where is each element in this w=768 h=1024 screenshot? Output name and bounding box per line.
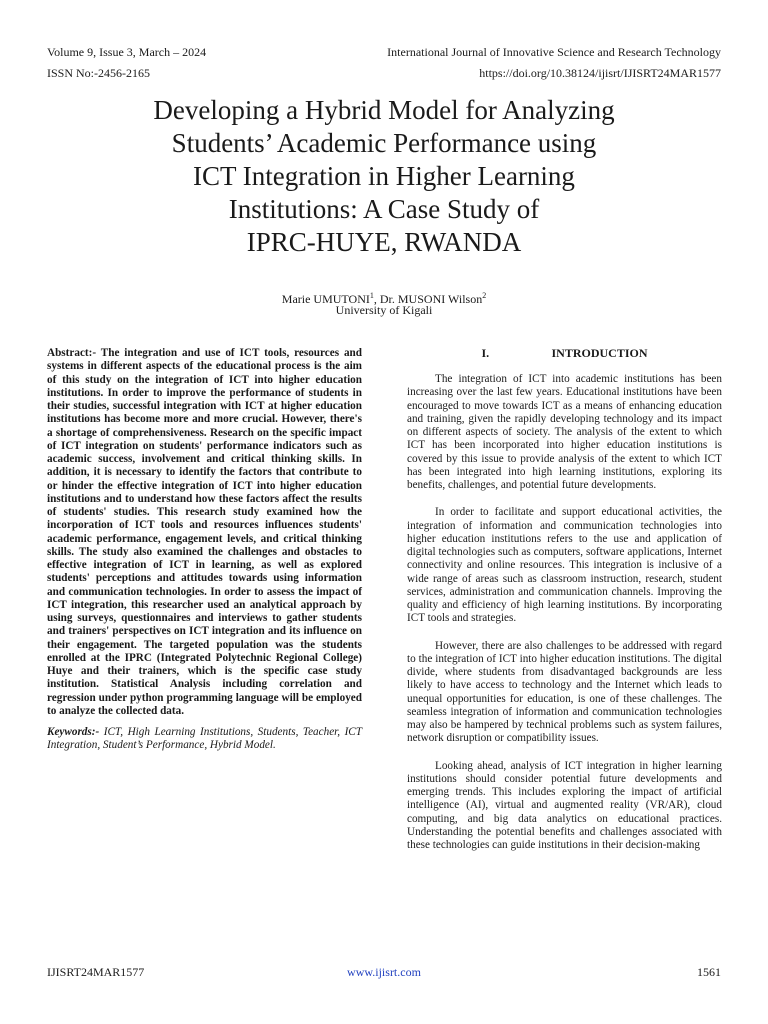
title-line: ICT Integration in Higher Learning — [193, 161, 575, 191]
abstract-text: Abstract:- The integration and use of ICT tools, resources and systems in different aspects of the educational process is the aim of this study on the integration of ICT into higher education institutions. In order to improve the performance of students in their studies, successful integration with ICT at higher education institutions has become more and more crucial. However, there's a shortage of comprehensiveness. Research on the specific impact of ICT integration on students' performance indicators such as academic success, involvement and critical thinking skills. In addition, it is necessary to identify the factors that contribute to or hinder the effective integration of ICT into higher education institutions and to understand how these factors affect the results of students' studies. This research study examined how the incorporation of ICT tools and resources influences students' academic performance, engagement levels, and critical thinking skills. The study also examined the challenges and obstacles to effective integration of ICT in learning, as well as explored students' perceptions and attitudes towards using information and communication technologies. In order to assess the impact of ICT integration, this researcher used an analytical approach by using surveys, questionnaires and interviews to gather students and trainers' perspectives on ICT integration and its influence on their engagement. The targeted population was the students enrolled at the IPRC (Integrated Polytechnic Regional College) Huye and their trainers, which is the specific case study institution. Statistical Analysis including correlation and regression under python programming language will be employed to analyze the collected data. — [47, 347, 362, 717]
title-line: Institutions: A Case Study of — [228, 194, 540, 224]
intro-paragraph: However, there are also challenges to be addressed with regard to the integration of ICT into higher education institutions. The digital divide, where students from disadvantaged backgrounds are less likely to have access to technology and the Internet which leads to unequal opportunities for education, is one of these challenges. The seamless integration of information and communication technologies may also be hampered by technical problems such as system failures, network disruption or compatibility issues. — [407, 639, 722, 745]
section-title: INTRODUCTION — [551, 346, 648, 360]
right-column — [407, 346, 722, 866]
author-name: Dr. MUSONI Wilson — [379, 292, 483, 306]
footer-code: IJISRT24MAR1577 — [47, 965, 145, 979]
section-heading — [407, 346, 722, 360]
title-line: Developing a Hybrid Model for Analyzing — [153, 95, 615, 125]
title-line: IPRC-HUYE, RWANDA — [246, 227, 522, 257]
affiliation-marker: 2 — [482, 291, 487, 300]
left-column — [47, 347, 362, 753]
author-name: Marie UMUTONI — [281, 292, 370, 306]
intro-paragraph: In order to facilitate and support educational activities, the integration of information and communication technologies into higher education institutions refers to the use and application of digital technologies such as computers, software applications, Internet connectivity and online resources. This integration is inclusive of a wide range of areas such as classroom instruction, research, student services, administration and communication channels. Improving the quality and efficiency of high learning institutions. By incorporating ICT tools and strategies. — [407, 506, 722, 625]
affiliation-marker: 1 — [369, 291, 374, 300]
keywords-label: Keywords:- — [47, 726, 100, 738]
intro-paragraph: The integration of ICT into academic institutions has been increasing over the last few years. Educational institutions have been encouraged to move towards ICT as a means of enhancing education and training, given the rapidly developing technology and its impact on different aspects of society. The analysis of the extent to which ICT has been incorporated into higher education institutions is covered by this issue to provide analysis of the extent to which ICT has been integrated into high learning institutions, exploring its benefits, challenges, and potential future developments. — [407, 373, 722, 491]
header-doi[interactable]: https://doi.org/10.38124/ijisrt/IJISRT24MAR1577 — [479, 66, 721, 80]
affiliation: University of Kigali — [335, 303, 433, 317]
keywords — [47, 726, 362, 753]
author-separator: , — [373, 292, 380, 306]
paper-title — [60, 94, 708, 259]
footer-website-link[interactable]: www.ijisrt.com — [347, 965, 421, 979]
header-volume: Volume 9, Issue 3, March – 2024 — [47, 45, 207, 59]
title-line: Students’ Academic Performance using — [171, 128, 597, 158]
page-number: 1561 — [697, 965, 721, 979]
header-issn: ISSN No:-2456-2165 — [47, 66, 151, 80]
intro-paragraph: Looking ahead, analysis of ICT integration in higher learning institutions should consider potential future developments and emerging trends. This includes exploring the impact of artificial intelligence (AI), virtual and augmented reality (VR/AR), cloud computing, and big data analytics on educational practices. Understanding the potential benefits and challenges associated with these technologies can guide institutions in their decision-making — [407, 759, 722, 851]
header-journal: International Journal of Innovative Science and Research Technology — [387, 45, 721, 59]
keywords-text: ICT, High Learning Institutions, Students, Teacher, ICT Integration, Student’s Performance, Hybrid Model. — [47, 726, 362, 752]
section-number: I. — [481, 346, 490, 360]
